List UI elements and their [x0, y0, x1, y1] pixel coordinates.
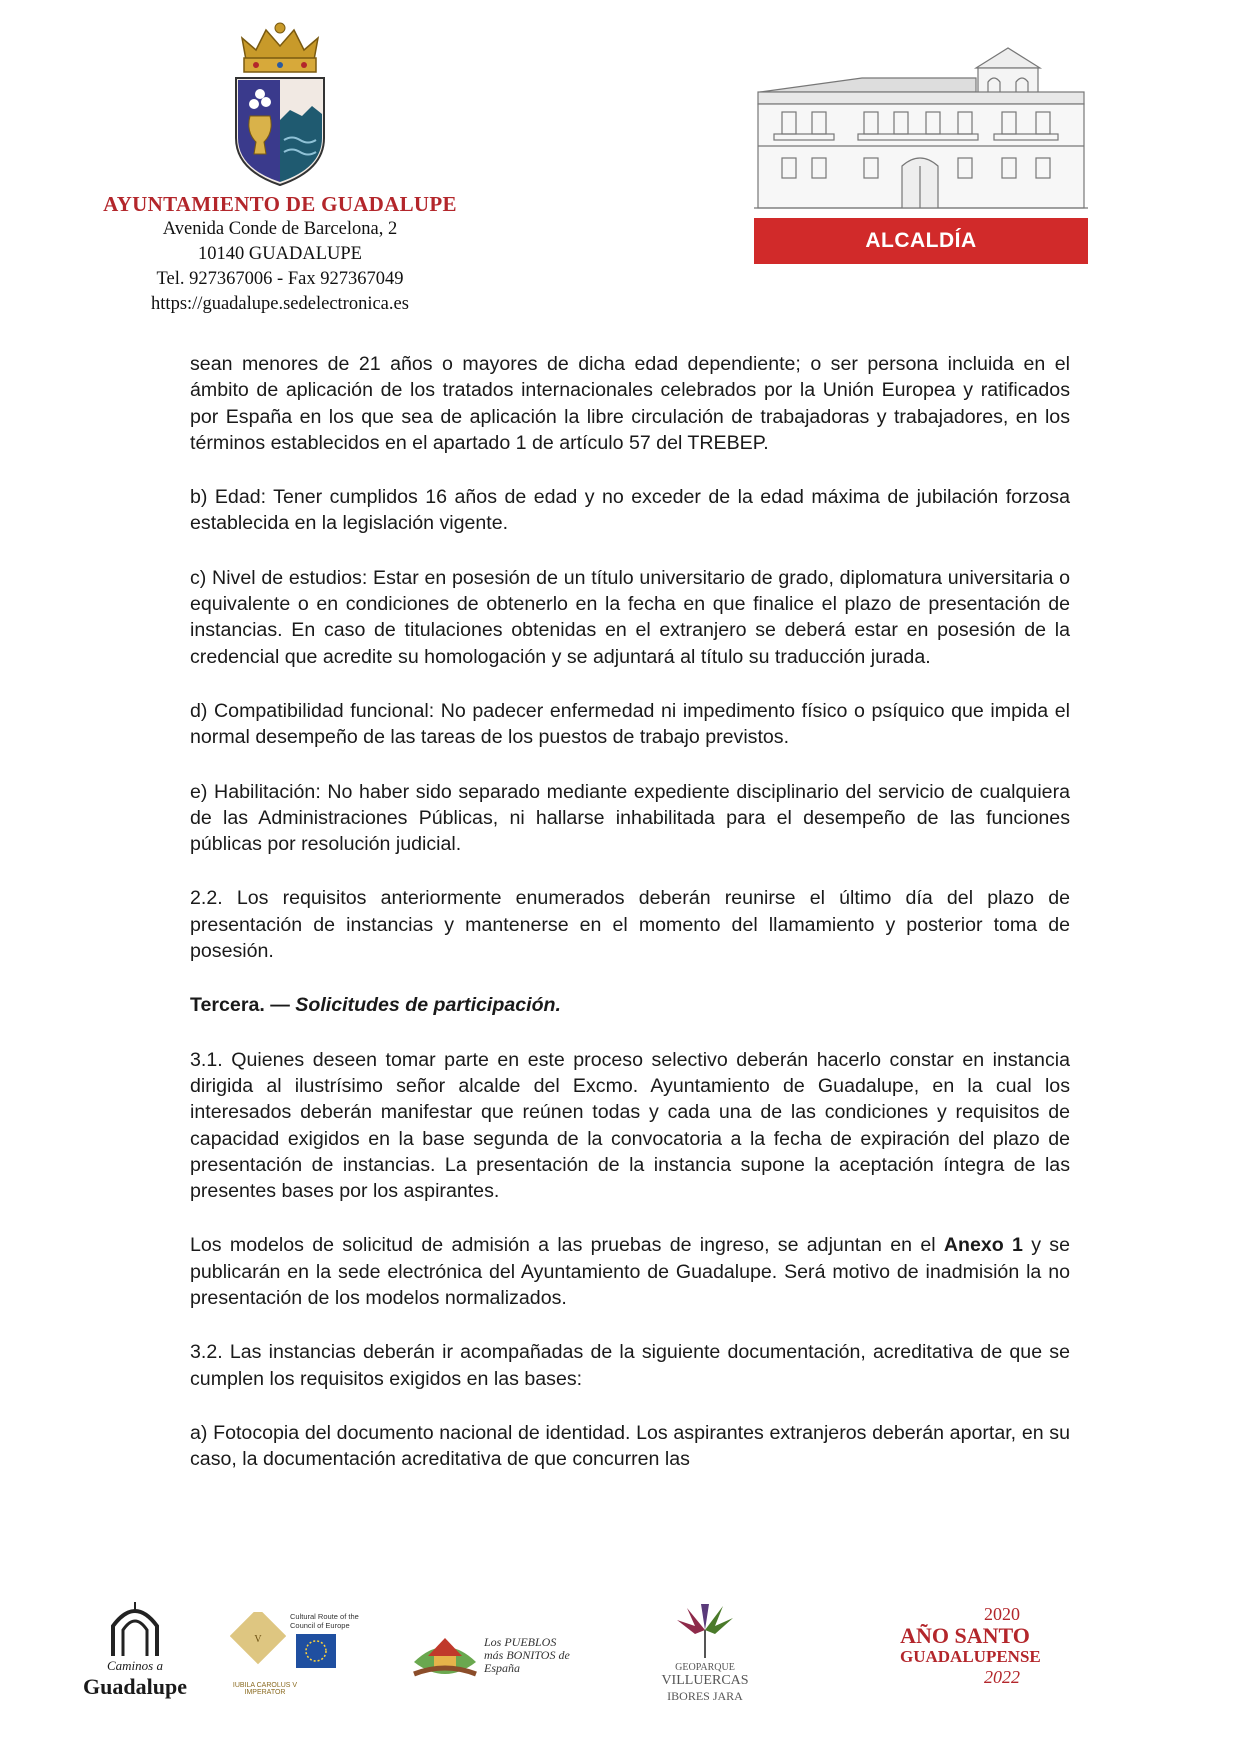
paragraph-dni: a) Fotocopia del documento nacional de identidad. Los aspirantes extranjeros deberán aportar, en su caso, la documentación acreditativa de que concurren las: [190, 1421, 1070, 1471]
paragraph-education: c) Nivel de estudios: Estar en posesión de un título universitario de grado, diplomatura universitaria o equivalente o en condiciones de obtenerlo en la fecha en que finalice el plazo de presentación de instancias. En caso de titulaciones obtenidas en el extranjero se deberá estar en posesión de la credencial que acredite su homologación y se adjuntará al título su traducción jurada.: [190, 566, 1070, 668]
year-2022: 2022: [984, 1667, 1020, 1687]
carolus-route-logo: [230, 1612, 380, 1696]
svg-text:V: V: [254, 1634, 262, 1645]
footer-logos: [60, 1600, 1180, 1720]
paragraph-3-1: 3.1. Quienes deseen tomar parte en este proceso selectivo deberán hacerlo constar en instancia dirigida al ilustrísimo señor alcalde del Excmo. Ayuntamiento de Guadalupe, en la cual los interesados deberán manifestar que reúnen todas y cada una de las condiciones y requisitos de capacidad exigidos en la base segunda de la convocatoria a la fecha de expiración del plazo de presentación de instancias. La presentación de la instancia supone la aceptación íntegra de las presentes bases por los aspirantes.: [190, 1048, 1070, 1203]
caminos-guadalupe-logo: [70, 1600, 200, 1700]
carolus-text: IUBILA CAROLUS V IMPERATOR: [232, 1682, 298, 1696]
heading-title: Solicitudes de participación.: [295, 994, 561, 1017]
document-body: [190, 351, 1070, 1473]
route-label: Cultural Route of the: [290, 1612, 359, 1621]
arch-icon: [105, 1600, 165, 1658]
paragraph-2-2: 2.2. Los requisitos anteriormente enumerados deberán reunirse el último día del plazo de presentación de instancias y mantenerse en el momento del llamamiento y posterior toma de posesión.: [190, 887, 1070, 963]
paragraph-habilitation: e) Habilitación: No haber sido separado mediante expediente disciplinario del servicio de cualquiera de las Administraciones Públicas, ni hallarse inhabilitada para el desempeño de las funciones públicas por resolución judicial.: [190, 780, 1070, 856]
paragraph-compatibility: d) Compatibilidad funcional: No padecer enfermedad ni impedimento físico o psíquico que impida el normal desempeño de las tareas de los puestos de trabajo previstos.: [190, 699, 1070, 749]
villuercas-text: VILLUERCAS: [661, 1673, 749, 1688]
geoparque-text: GEOPARQUE: [675, 1662, 735, 1673]
town-hall-building-icon: [754, 42, 1088, 210]
village-icon: [410, 1622, 480, 1686]
phone-fax: Tel. 927367006 - Fax 927367049: [156, 269, 404, 289]
council-label: Council of Europe: [290, 1621, 350, 1630]
header-right: [754, 42, 1088, 264]
models-text-pre: Los modelos de solicitud de admisión a las pruebas de ingreso, se adjuntan en el: [190, 1234, 944, 1257]
pueblos-bonitos-logo: [410, 1622, 570, 1686]
council-europe-icon: [296, 1634, 336, 1668]
address-line-1: Avenida Conde de Barcelona, 2: [162, 219, 398, 239]
address-line-2: 10140 GUADALUPE: [198, 244, 362, 264]
website-link[interactable]: https://guadalupe.sedelectronica.es: [151, 294, 409, 314]
pueblos-text: Los PUEBLOS más BONITOS de España: [484, 1635, 570, 1675]
ano-santo-logo: [900, 1604, 1041, 1688]
ibores-jara-text: IBORES JARA: [667, 1689, 743, 1703]
guadalupe-text: Guadalupe: [83, 1674, 187, 1699]
models-text-post: y se publicarán en la sede electrónica del Ayuntamiento de Guadalupe. Será motivo de inadmisión la no presentación de los modelos normalizados.: [190, 1234, 1070, 1310]
organization-name: AYUNTAMIENTO DE GUADALUPE: [103, 192, 457, 216]
geoparque-logo: [640, 1600, 770, 1704]
heading-prefix: Tercera. —: [190, 994, 296, 1017]
geopark-leaf-icon: [665, 1600, 745, 1662]
route-emblem-icon: [230, 1612, 286, 1682]
section-heading: [190, 992, 1070, 1018]
year-2020: 2020: [984, 1604, 1020, 1624]
department-banner: ALCALDÍA: [754, 218, 1088, 264]
caminos-text: Caminos a: [107, 1658, 163, 1673]
paragraph-3-2: 3.2. Las instancias deberán ir acompañadas de la siguiente documentación, acreditativa de que se cumplen los requisitos exigidos en las bases:: [190, 1341, 1070, 1390]
guadalupense-text: GUADALUPENSE: [900, 1647, 1041, 1666]
header-left: [80, 20, 480, 317]
paragraph-age: b) Edad: Tener cumplidos 16 años de edad y no exceder de la edad máxima de jubilación forzosa establecida en la legislación vigente.: [190, 486, 1070, 535]
paragraph-models: [190, 1232, 1070, 1311]
ano-santo-text: AÑO SANTO: [900, 1623, 1030, 1648]
coat-of-arms-icon: [232, 20, 328, 188]
annex-reference: Anexo 1: [943, 1234, 1023, 1257]
paragraph-1: sean menores de 21 años o mayores de dicha edad dependiente; o ser persona incluida en el ámbito de aplicación de los tratados internacionales celebrados por la Unión Europea y ratificados por España en los que sea de aplicación la libre circulación de trabajadoras y trabajadores, en los términos establecidos en el apartado 1 de artículo 57 del TREBEP.: [190, 353, 1070, 454]
